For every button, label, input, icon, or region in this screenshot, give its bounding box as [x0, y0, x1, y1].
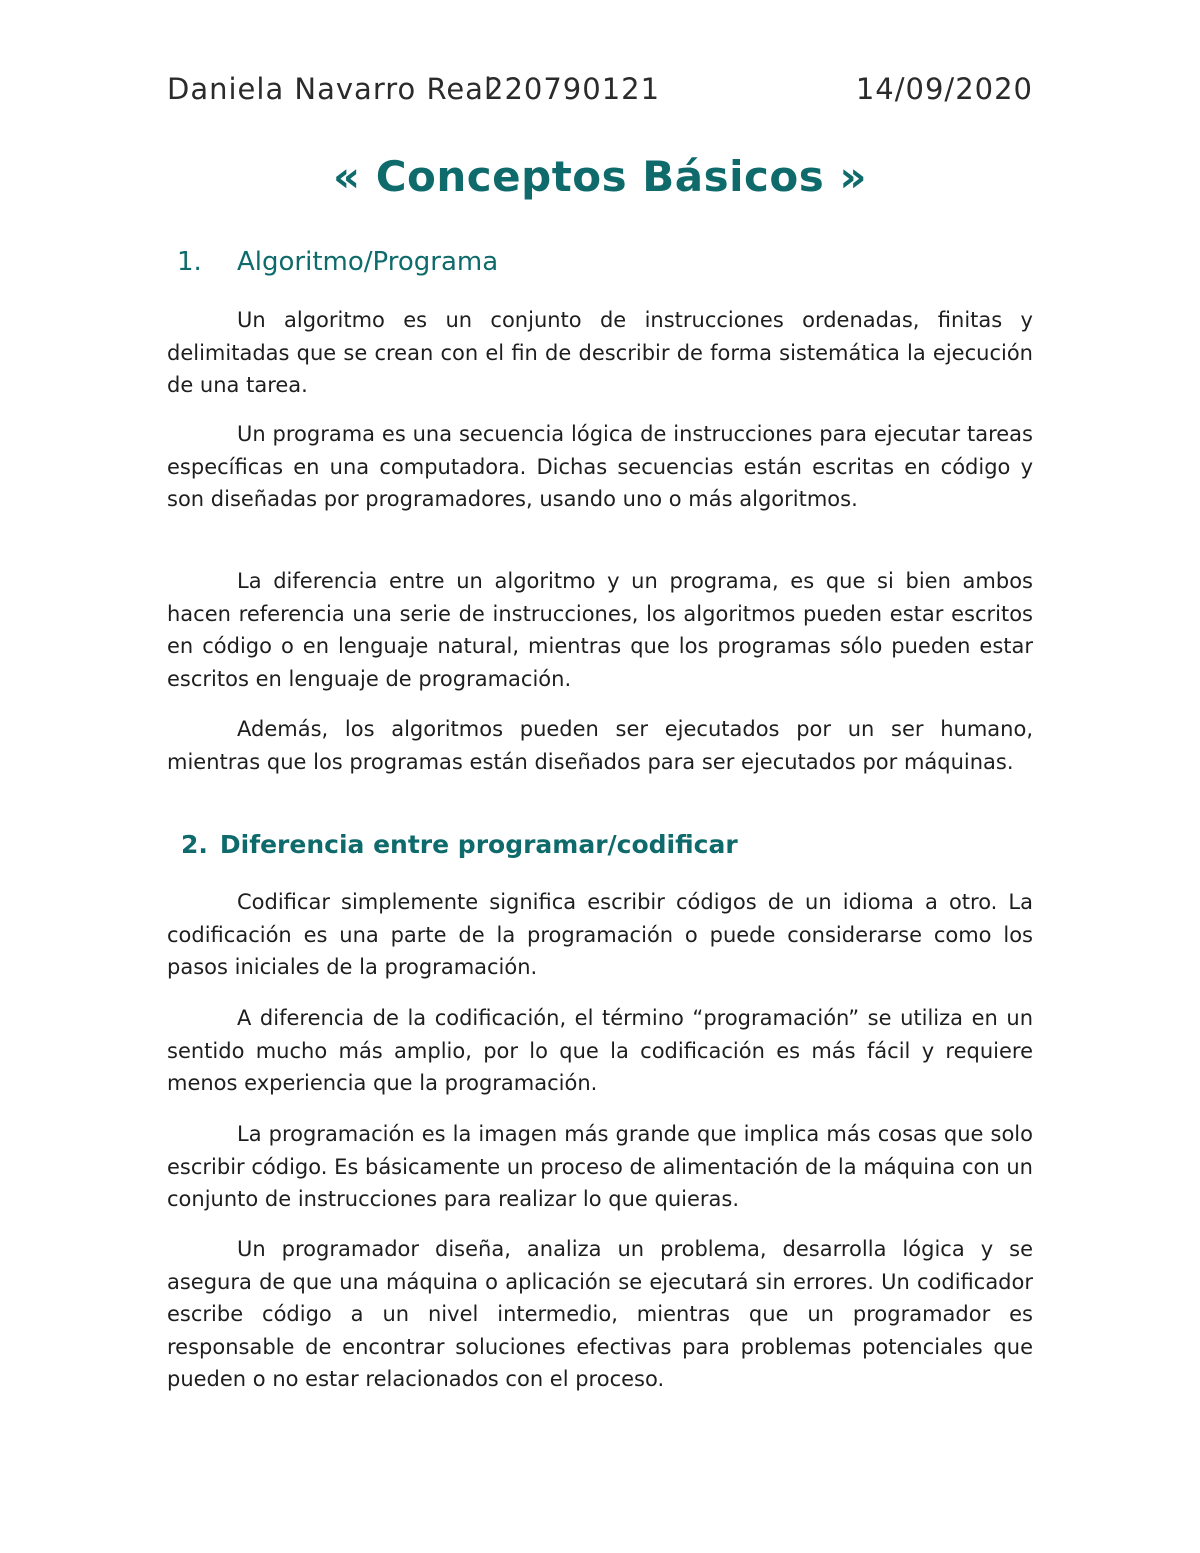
document-title: « Conceptos Básicos » [332, 152, 868, 201]
paragraph: A diferencia de la codificación, el término “programación” se utiliza en un sentido mucho más amplio, por lo que la codificación es más fácil y requiere menos experiencia que la programación. [167, 1006, 1033, 1096]
section-title: Algoritmo/Programa [237, 247, 499, 277]
paragraph: La programación es la imagen más grande que implica más cosas que solo escribir código. Es básicamente un proceso de alimentación de la máquina con un conjunto de instrucciones para realizar lo que quieras. [167, 1122, 1033, 1212]
document-date: 14/09/2020 [855, 72, 1033, 106]
paragraph: Además, los algoritmos pueden ser ejecutados por un ser humano, mientras que los programas están diseñados para ser ejecutados por máquinas. [167, 717, 1033, 774]
document-header [167, 72, 1033, 112]
paragraph: Un algoritmo es un conjunto de instrucciones ordenadas, finitas y delimitadas que se crean con el fin de describir de forma sistemática la ejecución de una tarea. [167, 308, 1033, 398]
section-heading-programar-codificar [181, 830, 738, 859]
author-name: Daniela Navarro Real [167, 72, 494, 106]
section-title: Diferencia entre programar/codificar [219, 830, 738, 859]
paragraph: Un programa es una secuencia lógica de instrucciones para ejecutar tareas específicas en una computadora. Dichas secuencias están escritas en código y son diseñadas por programadores, usando uno o más algoritmos. [167, 422, 1033, 512]
paragraph: Codificar simplemente significa escribir códigos de un idioma a otro. La codificación es una parte de la programación o puede considerarse como los pasos iniciales de la programación. [167, 890, 1033, 980]
paragraph: La diferencia entre un algoritmo y un programa, es que si bien ambos hacen referencia una serie de instrucciones, los algoritmos pueden estar escritos en código o en lenguaje natural, mientras que los programas sólo pueden estar escritos en lenguaje de programación. [167, 569, 1033, 691]
section-heading-algoritmo-programa [177, 247, 498, 277]
student-id: 220790121 [485, 72, 661, 106]
section-number: 2. [181, 830, 208, 859]
section-number: 1. [177, 247, 202, 277]
paragraph: Un programador diseña, analiza un problema, desarrolla lógica y se asegura de que una máquina o aplicación se ejecutará sin errores. Un codificador escribe código a un nivel intermedio, mientras que un programador es responsable de encontrar soluciones efectivas para problemas potenciales que pueden o no estar relacionados con el proceso. [167, 1237, 1033, 1392]
